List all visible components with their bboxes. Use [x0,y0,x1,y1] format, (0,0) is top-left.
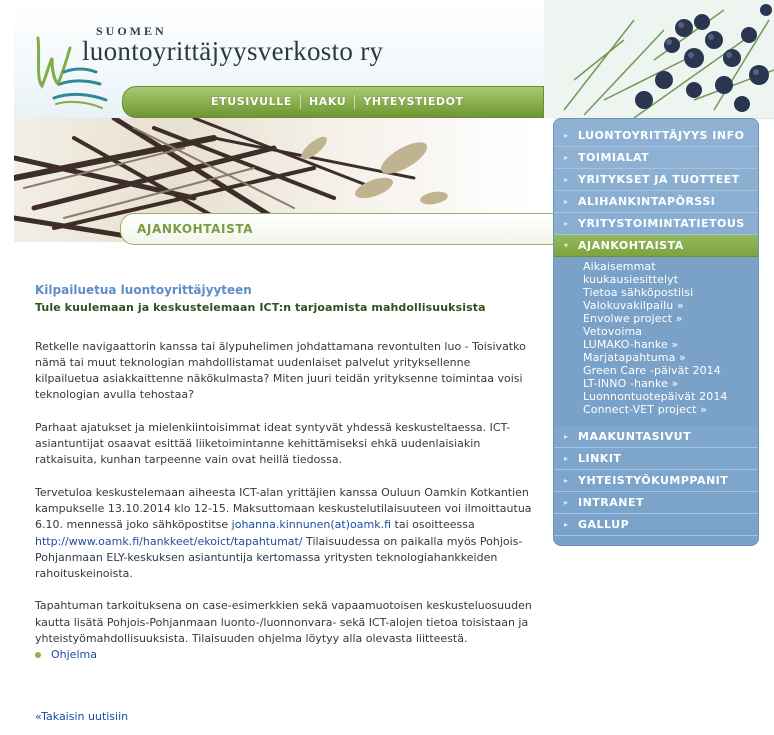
sidebar-item-alihankintaporssi[interactable] [554,191,758,213]
sidebar-item-label: MAAKUNTASIVUT [578,430,692,443]
section-title: AJANKOHTAISTA [137,222,254,236]
email-link[interactable]: johanna.kinnunen(at)oamk.fi [231,518,392,532]
chevron-down-icon: ▾ [564,241,569,250]
chevron-right-icon: ▸ [564,476,569,485]
sidebar-sub-list [554,257,758,426]
sidebar-item-label: ALIHANKINTAPÖRSSI [578,195,716,208]
paragraph-text: tai osoitteessa [391,518,475,532]
attachment-link[interactable]: Ohjelma [51,648,97,662]
sidebar-subitem[interactable]: kuukausiesittelyt [583,273,679,286]
article-paragraph: Retkelle navigaattorin kanssa tai älypuhelimen johdattamana revontulten luo - Toisivatko nämä tai muut teknologian mahdollistamat uudenlaiset palvelut yrityksellenne kilpailuetua asiakkaittenne näkökulmasta? Miten juuri teidän yrityksenne toimintaa voisi teknologian avulla tehostaa? [35,339,526,402]
chevron-right-icon: ▸ [564,197,569,206]
article-paragraph: Parhaat ajatukset ja mielenkiintoisimmat ideat syntyvät yhdessä keskusteltaessa. ICT-asiantuntijat osaavat esittää liiketoimintanne kehittämiseksi ehkä uudenlaisiakin ratkaisuita, kunhan tarpeenne vain ovat heillä tiedossa. [35,420,511,467]
sidebar-subitem[interactable]: Valokuvakilpailu » [583,299,684,312]
sidebar-item-label: TOIMIALAT [578,151,650,164]
sidebar-subitem[interactable]: Tietoa sähköpostiisi [583,286,694,299]
nav-item-etusivulle[interactable]: ETUSIVULLE [203,95,301,109]
sidebar-item-label: LINKIT [578,452,622,465]
site-header [14,0,774,119]
sidebar-subitem[interactable]: Green Care -päivät 2014 [583,364,721,377]
sidebar-subitem[interactable]: Connect-VET project » [583,403,708,416]
article-paragraph [35,485,535,583]
sidebar-subitem[interactable]: LUMAKO-hanke » [583,338,679,351]
article-paragraph: Tapahtuman tarkoituksena on case-esimerkkien sekä vapaamuotoisen keskusteluosuuden kautta lisätä Pohjois-Pohjanmaan luonto-/luonnonvara- sekä ICT-alojen tietoa toisistaan ja yhteistyömahdollisuuksista. Tilaisuuden ohjelma löytyy alla olevasta liitteestä. [35,599,532,646]
chevron-right-icon: ▸ [564,153,569,162]
sidebar-item-label: GALLUP [578,518,630,531]
juniper-berries-image [544,0,774,118]
sidebar-item-yhteistyokumppanit[interactable] [554,470,758,492]
chevron-right-icon: ▸ [564,498,569,507]
sidebar-item-label: INTRANET [578,496,645,509]
sidebar-item-maakuntasivut[interactable] [554,426,758,448]
chevron-right-icon: ▸ [564,175,569,184]
chevron-right-icon: ▸ [564,131,569,140]
chevron-right-icon: ▸ [564,432,569,441]
sidebar-item-label: YRITYKSET JA TUOTTEET [578,173,740,186]
chevron-right-icon: ▸ [564,219,569,228]
article-lead: Tule kuulemaan ja keskustelemaan ICT:n tarjoamista mahdollisuuksista [35,301,486,315]
sidebar-item-ajankohtaista[interactable] [554,235,758,257]
sidebar-item-gallup[interactable] [554,514,758,536]
sidebar-item-intranet[interactable] [554,492,758,514]
sidebar-item-label: AJANKOHTAISTA [578,239,684,252]
bullet-icon [35,652,41,658]
sidebar-subitem[interactable]: Marjatapahtuma » [583,351,686,364]
sidebar-item-yritystoimintatietous[interactable] [554,213,758,235]
article-title: Kilpailuetua luontoyrittäjyyteen [35,283,252,297]
sidebar-subitem[interactable]: LT-INNO -hanke » [583,377,679,390]
sidebar-item-label: YRITYSTOIMINTATIETOUS [578,217,745,230]
sidebar-item-yritykset-ja-tuotteet[interactable] [554,169,758,191]
logo-title: luontoyrittäjyysverkosto ry [82,36,384,66]
top-navigation [122,86,544,118]
section-title-bar [120,213,559,245]
sidebar-subitem[interactable]: Luonnontuotepäivät 2014 [583,390,728,403]
chevron-right-icon: ▸ [564,520,569,529]
back-to-news-link[interactable]: «Takaisin uutisiin [35,710,129,723]
sidebar-navigation [553,118,759,546]
sidebar-subitem[interactable]: Envolwe project » [583,312,683,325]
attachment-item [35,647,535,663]
chevron-right-icon: ▸ [564,454,569,463]
article-content [35,282,535,664]
sidebar-item-label: LUONTOYRITTÄJYYS INFO [578,129,745,142]
paragraph-text: Tervetuloa keskustelemaan aiheesta ICT-alan yrittäjien kanssa Ouluun Oamkin Kotkantien kampukselle 13.10.2014 klo 12-15. Maksuttomaan keskustelutilaisuuteen voi ilmoittautua 6.10. mennessä joko sähköpostitse [35,485,532,532]
page [14,0,774,735]
sidebar-item-linkit[interactable] [554,448,758,470]
nav-item-yhteystiedot[interactable]: YHTEYSTIEDOT [363,95,464,108]
nav-item-haku[interactable]: HAKU [301,95,355,109]
sidebar-item-toimialat[interactable] [554,147,758,169]
sidebar-subitem[interactable]: Aikaisemmat [583,260,656,273]
sidebar-item-luontoyrittajyys-info[interactable] [554,125,758,147]
url-link[interactable]: http://www.oamk.fi/hankkeet/ekoict/tapahtumat/ [35,534,303,548]
logo-text-small: SUOMEN [96,24,167,38]
paragraph-text: Tilaisuudessa on paikalla myös Pohjois-Pohjanmaan ELY-keskuksen asiantuntija kertomassa yritysten teknologiahankkeiden rahoituskeinoista. [35,534,523,581]
sidebar-subitem[interactable]: Vetovoima [583,325,643,338]
sidebar-item-label: YHTEISTYÖKUMPPANIT [578,474,729,487]
